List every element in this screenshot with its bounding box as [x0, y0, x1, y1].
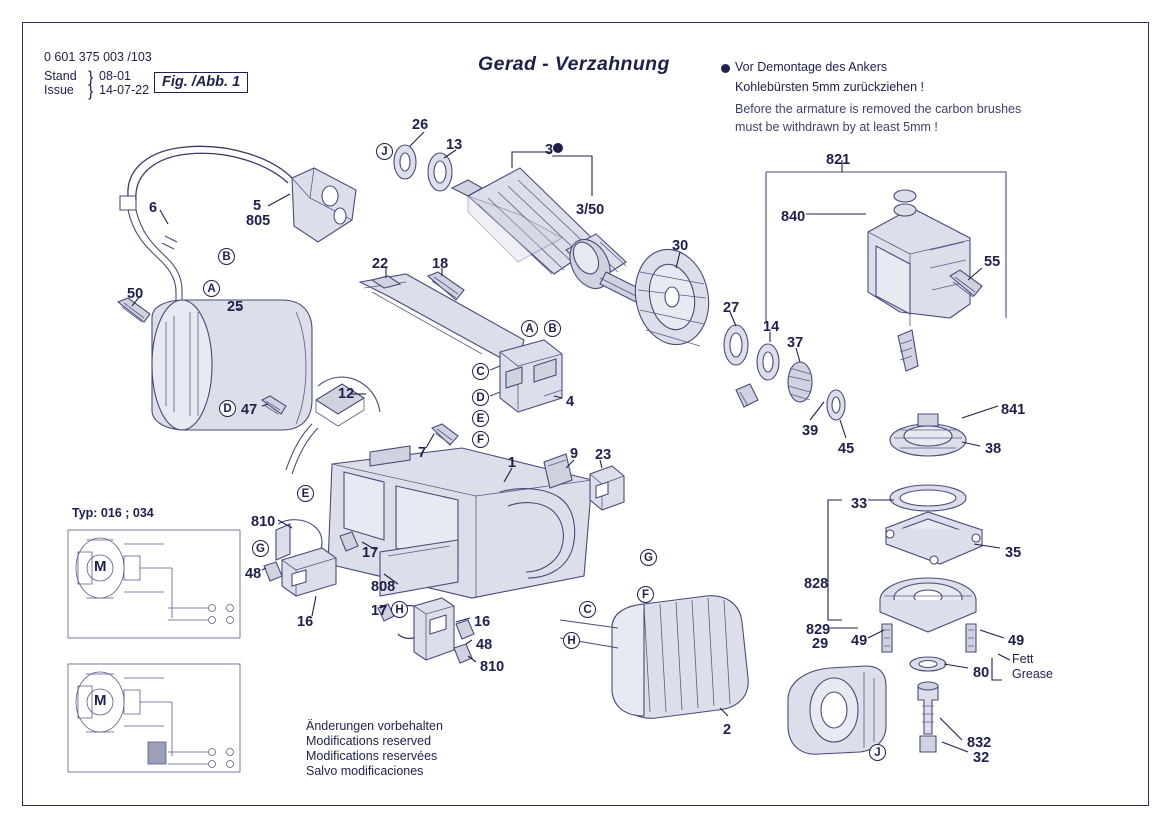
callout-14: 14 — [763, 319, 780, 335]
part-fan-30 — [627, 243, 717, 352]
badge-E-brush: E — [472, 410, 489, 427]
callout-45: 45 — [838, 441, 855, 457]
callout-808: 808 — [371, 579, 396, 595]
callout-805: 805 — [246, 213, 271, 229]
callout-16-left: 16 — [297, 614, 314, 630]
grease-bracket — [992, 658, 1002, 680]
callout-22: 22 — [372, 256, 389, 272]
part-washer-80 — [910, 657, 946, 671]
callout-821: 821 — [826, 152, 851, 168]
badge-B-cable: B — [218, 248, 235, 265]
callout-32: 32 — [973, 750, 990, 766]
part-pinion-37 — [788, 362, 812, 402]
part-armature-3 — [452, 168, 660, 311]
callout-810-left: 810 — [251, 514, 276, 530]
badge-D-wire: D — [219, 400, 236, 417]
badge-H-left: H — [391, 601, 408, 618]
callout-29: 29 — [812, 636, 829, 652]
callout-6: 6 — [149, 200, 158, 216]
note-de-line1: Vor Demontage des Ankers — [735, 60, 888, 74]
callout-49-right: 49 — [1008, 633, 1025, 649]
part-screw-7 — [432, 424, 458, 445]
badge-B-brush: B — [544, 320, 561, 337]
badge-F-brush: F — [472, 431, 489, 448]
part-ring-27 — [724, 325, 748, 365]
part-guard-29 — [788, 666, 886, 754]
header-brace-top: } — [88, 69, 94, 86]
typ-label: Typ: 016 ; 034 — [72, 506, 154, 520]
callout-30: 30 — [672, 238, 689, 254]
badge-F-right: F — [637, 586, 654, 603]
part-seal-33 — [890, 485, 966, 511]
callout-38: 38 — [985, 441, 1002, 457]
callout-25: 25 — [227, 299, 244, 315]
callout-810-bottom: 810 — [480, 659, 505, 675]
callout-17-left: 17 — [362, 545, 379, 561]
part-number: 0 601 375 003 /103 — [44, 50, 152, 64]
motor-symbol-bottom: M — [94, 692, 107, 709]
wiring-schematic-top — [68, 530, 240, 638]
footer-line-en: Modifications reserved — [306, 734, 432, 748]
callout-80: 80 — [973, 665, 990, 681]
issue-label: Issue — [44, 83, 74, 97]
part-screw-49-left — [882, 624, 892, 652]
grease-label-de: Fett — [1012, 652, 1034, 666]
callout-4: 4 — [566, 394, 575, 410]
note-en-line1: Before the armature is removed the carbon brushes — [735, 102, 1022, 116]
callout-48-left: 48 — [245, 566, 262, 582]
callout-13: 13 — [446, 137, 463, 153]
badge-C-brush: C — [472, 363, 489, 380]
wiring-schematic-bottom — [68, 664, 240, 772]
note-de-line2: Kohlebürsten 5mm zurückziehen ! — [735, 80, 924, 94]
callout-37: 37 — [787, 335, 804, 351]
part-flange-35 — [886, 512, 982, 564]
header-brace-bottom: } — [88, 83, 94, 100]
callout-9: 9 — [570, 446, 579, 462]
issue-value: 14-07-22 — [99, 83, 150, 97]
badge-C-right: C — [579, 601, 596, 618]
part-key-39 — [736, 384, 758, 407]
callout-48-bottom: 48 — [476, 637, 493, 653]
callout-33: 33 — [851, 496, 868, 512]
grease-label-en: Grease — [1012, 667, 1053, 681]
callout-840: 840 — [781, 209, 806, 225]
footer-line-de: Änderungen vorbehalten — [306, 719, 443, 733]
callout-47: 47 — [241, 402, 258, 418]
callout-3: 3 — [545, 142, 554, 158]
part-gear-housing-828 — [880, 578, 976, 632]
footer-line-fr: Modifications reservées — [306, 749, 438, 763]
callout-18: 18 — [432, 256, 449, 272]
badge-A-brush: A — [521, 320, 538, 337]
callout-26: 26 — [412, 117, 429, 133]
callout-829: 829 — [806, 622, 831, 638]
badge-G-left: G — [252, 540, 269, 557]
callout-49-left: 49 — [851, 633, 868, 649]
callout-17-bottom: 17 — [371, 603, 388, 619]
callout-1: 1 — [508, 455, 517, 471]
part-bearing-13 — [428, 153, 452, 191]
badge-E-field: E — [297, 485, 314, 502]
callout-55: 55 — [984, 254, 1001, 270]
badge-G-right: G — [640, 549, 657, 566]
stand-value: 08-01 — [99, 69, 131, 83]
callout-841: 841 — [1001, 402, 1026, 418]
part-bearing-14 — [757, 344, 779, 380]
callout-7: 7 — [418, 445, 427, 461]
badge-J-bearing: J — [376, 143, 393, 160]
callout-35: 35 — [1005, 545, 1022, 561]
footer-line-es: Salvo modificaciones — [306, 764, 424, 778]
callout-2: 2 — [723, 722, 732, 738]
diagram-title: Gerad - Verzahnung — [478, 53, 670, 75]
stand-label: Stand — [44, 69, 77, 83]
callout-828: 828 — [804, 576, 829, 592]
callout-832: 832 — [967, 735, 992, 751]
callout-50: 50 — [127, 286, 144, 302]
part-spindle-832 — [918, 682, 938, 752]
callout-3-50: 3/50 — [576, 202, 605, 218]
callout-16-bottom: 16 — [474, 614, 491, 630]
badge-J-bottom: J — [869, 744, 886, 761]
part-cord-assembly — [120, 146, 356, 308]
part-bevel-gear-38 — [890, 414, 966, 456]
callout-27: 27 — [723, 300, 740, 316]
part-spacer-45 — [827, 390, 845, 420]
note-en-line2: must be withdrawn by at least 5mm ! — [735, 120, 938, 134]
callout-12: 12 — [338, 386, 355, 402]
callout-39: 39 — [802, 423, 819, 439]
part-bearing-26 — [394, 145, 416, 179]
callout-23: 23 — [595, 447, 612, 463]
figure-box: Fig. /Abb. 1 — [154, 72, 248, 93]
part-screw-49-right — [966, 624, 976, 652]
badge-A-cable: A — [203, 280, 220, 297]
badge-D-brush: D — [472, 389, 489, 406]
motor-symbol-top: M — [94, 558, 107, 575]
badge-H-bottom: H — [563, 632, 580, 649]
callout-5: 5 — [253, 198, 262, 214]
part-bracket-23 — [590, 466, 624, 510]
